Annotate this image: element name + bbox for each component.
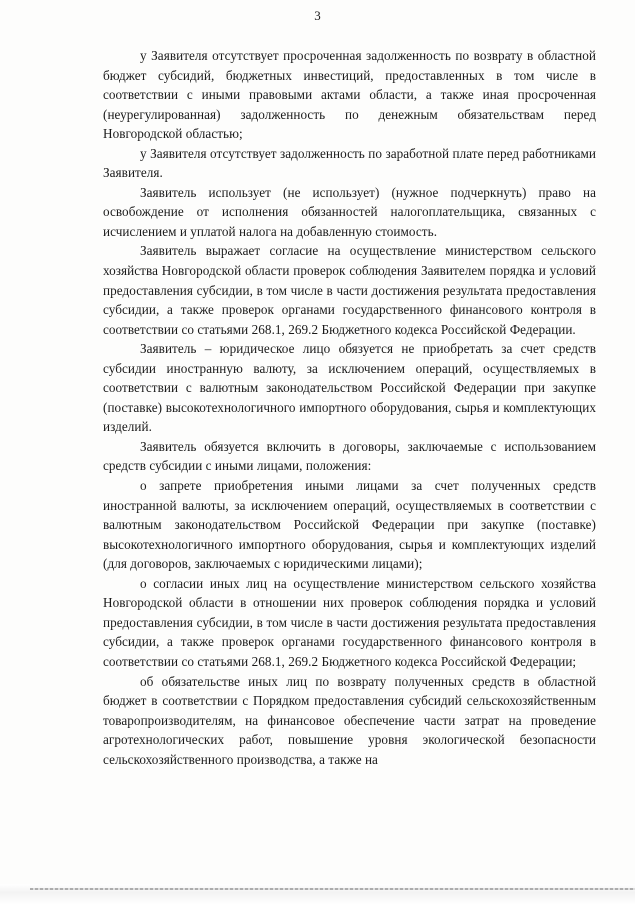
paragraph-no-wage-debt: у Заявителя отсутствует задолженность по заработной плате перед работниками Заявителя. (103, 145, 596, 181)
paragraph-no-overdue-debt: у Заявителя отсутствует просроченная задолженность по возврату в областной бюджет субсидий, бюджетных инвестиций, предоставленных в том числе в соответствии с иными правовыми актами области, а также иная просроченная (неурегулированная) задолженность по денежным обязательствам перед Новгородской областью; (103, 48, 596, 142)
paragraph-no-foreign-currency: Заявитель – юридическое лицо обязуется не приобретать за счет средств субсидии иностранную валюту, за исключением операций, осуществляемых в соответствии с валютным законодательством Российской Федерации при закупке (поставке) высокотехнологичного импортного оборудования, сырья и комплектующих изделий. (103, 341, 596, 435)
paragraph-currency-prohibition: о запрете приобретения иными лицами за счет полученных средств иностранной валюты, за исключением операций, осуществляемых в соответствии с валютным законодательством Российской Федерации при закупке (поставке) высокотехнологичного импортного оборудования, сырья и комплектующих изделий (для договоров, заключаемых с юридическими лицами); (103, 478, 596, 572)
paragraph-contract-provisions: Заявитель обязуется включить в договоры, заключаемые с использованием средств субсидии с иными лицами, положения: (103, 438, 596, 474)
document-body (103, 46, 596, 769)
paragraph-return-obligation: об обязательстве иных лиц по возврату полученных средств в областной бюджет в соответствии с Порядком предоставления субсидий сельскохозяйственным товаропроизводителям, на финансовое обеспечение части затрат на проведение агротехнологических работ, повышение уровня экологической безопасности сельскохозяйственного производства, а также на (103, 673, 596, 767)
page-number: 3 (314, 8, 321, 23)
paragraph-vat-exemption: Заявитель использует (не использует) (нужное подчеркнуть) право на освобождение от исполнения обязанностей налогоплательщика, связанных с исчислением и уплатой налога на добавленную стоимость. (103, 184, 596, 239)
paragraph-consent-to-audits: Заявитель выражает согласие на осуществление министерством сельского хозяйства Новгородской области проверок соблюдения Заявителем порядка и условий предоставления субсидии, в том числе в части достижения результата предоставления субсидии, а также проверок органами государственного финансового контроля в соответствии со статьями 268.1, 269.2 Бюджетного кодекса Российской Федерации. (103, 243, 596, 337)
scan-artifact-line (30, 888, 635, 890)
paragraph-third-party-consent: о согласии иных лиц на осуществление министерством сельского хозяйства Новгородской области в отношении них проверок соблюдения порядка и условий предоставления субсидии, в том числе в части достижения результата предоставления субсидии, а также проверок органами государственного финансового контроля в соответствии со статьями 268.1, 269.2 Бюджетного кодекса Российской Федерации; (103, 575, 596, 669)
